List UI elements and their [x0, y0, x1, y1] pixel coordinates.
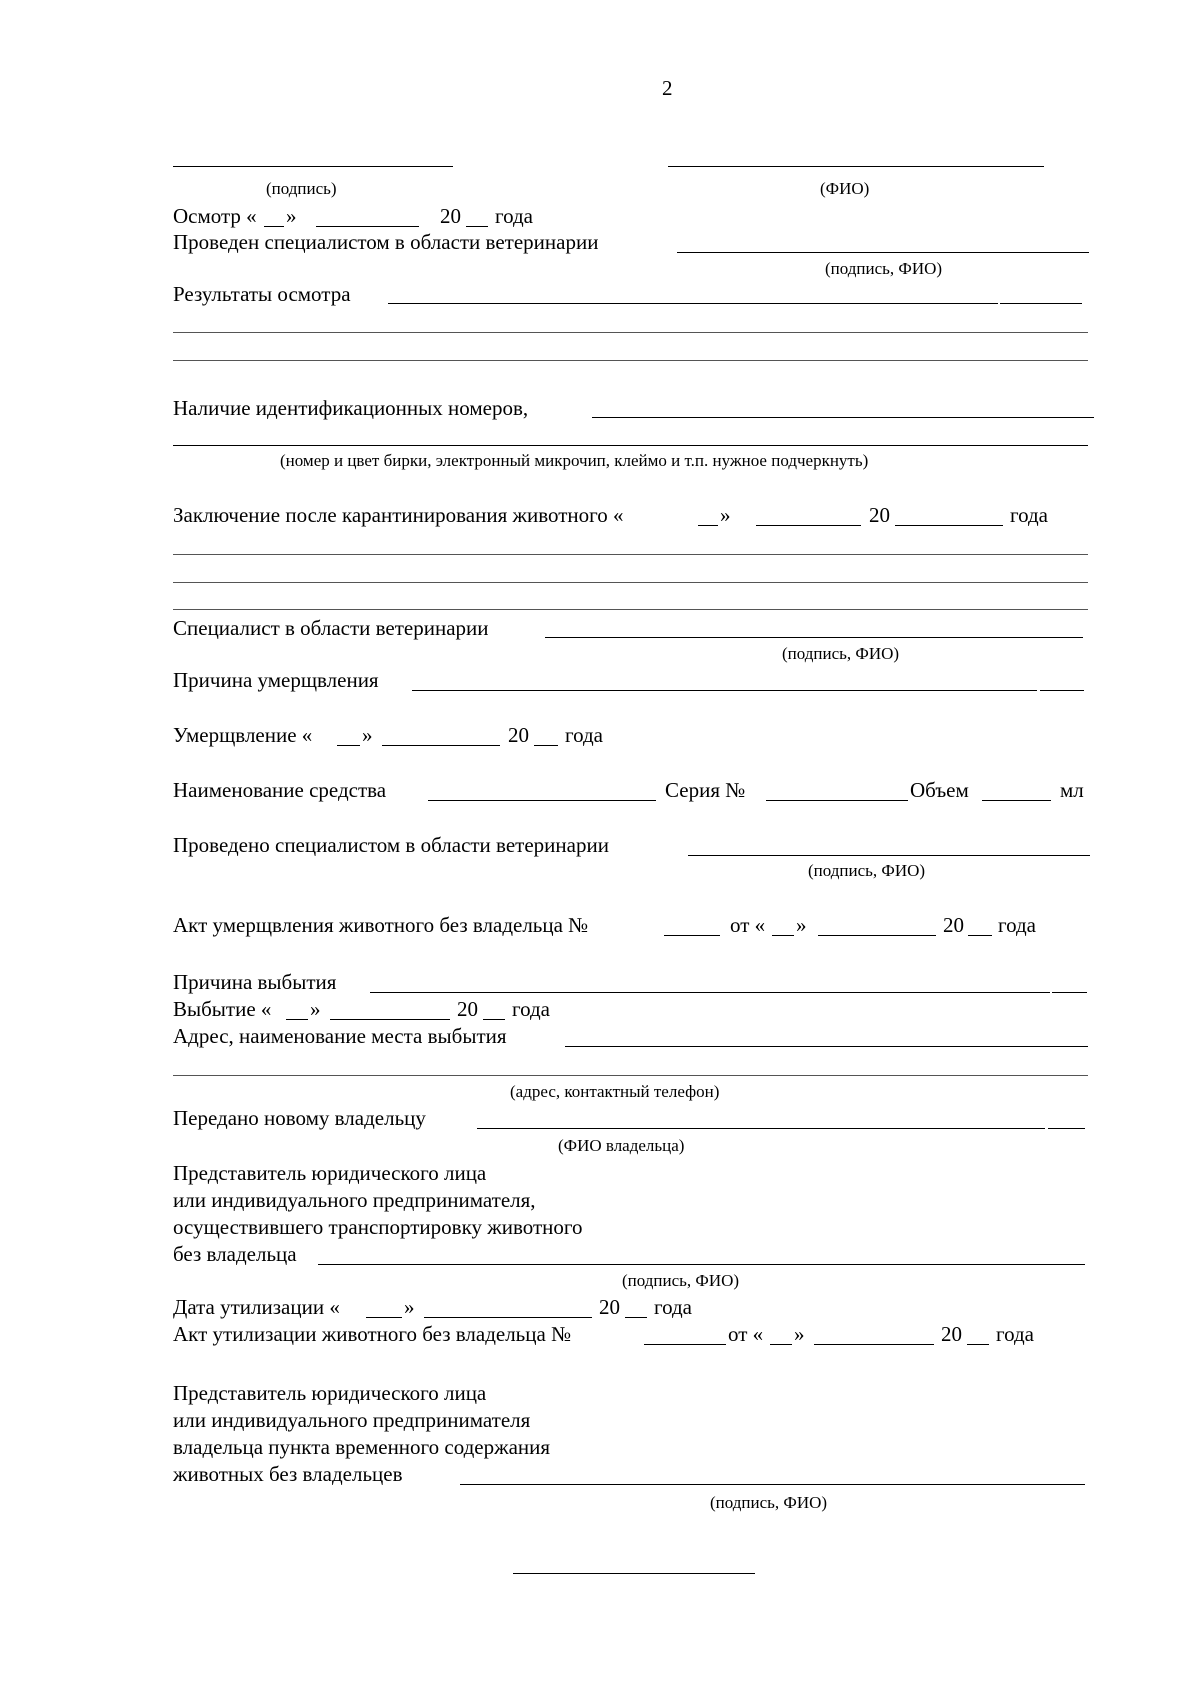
- quarantine-quote-close: »: [720, 503, 731, 527]
- inspection-results-field[interactable]: [388, 303, 998, 304]
- departure-year-field[interactable]: [483, 1019, 505, 1020]
- transport-rep-signature-field[interactable]: [318, 1264, 1085, 1265]
- inspection-conducted-caption: (подпись, ФИО): [825, 259, 943, 278]
- euthanasia-reason-field-end[interactable]: [1040, 690, 1084, 691]
- new-owner-field-end[interactable]: [1048, 1128, 1085, 1129]
- disposal-year-suffix: года: [654, 1295, 692, 1319]
- departure-address-caption: (адрес, контактный телефон): [510, 1082, 720, 1101]
- euthanasia-conducted-field[interactable]: [688, 855, 1090, 856]
- departure-address-line-2[interactable]: [173, 1075, 1088, 1076]
- inspection-conducted-field[interactable]: [677, 252, 1089, 253]
- disposal-month-field[interactable]: [424, 1317, 592, 1318]
- euthanasia-quote-close: »: [362, 723, 373, 747]
- euthanasia-act-day-field[interactable]: [772, 935, 794, 936]
- departure-reason-label: Причина выбытия: [173, 970, 337, 994]
- series-field[interactable]: [766, 800, 908, 801]
- quarantine-day-field[interactable]: [698, 525, 718, 526]
- euthanasia-year-field[interactable]: [534, 745, 558, 746]
- agent-field[interactable]: [428, 800, 656, 801]
- euthanasia-act-number-field[interactable]: [664, 935, 720, 936]
- inspection-year-prefix: 20: [440, 204, 461, 228]
- departure-month-field[interactable]: [330, 1019, 450, 1020]
- vet-specialist-label: Специалист в области ветеринарии: [173, 616, 489, 640]
- departure-quote-close: »: [310, 997, 321, 1021]
- inspection-results-field-end[interactable]: [1000, 303, 1082, 304]
- disposal-day-field[interactable]: [366, 1317, 402, 1318]
- transport-rep-caption: (подпись, ФИО): [622, 1271, 740, 1290]
- departure-day-field[interactable]: [286, 1019, 308, 1020]
- new-owner-label: Передано новому владельцу: [173, 1106, 426, 1130]
- disposal-act-month-field[interactable]: [814, 1344, 934, 1345]
- transport-rep-line-1: Представитель юридического лица: [173, 1161, 487, 1185]
- euthanasia-conducted-label: Проведено специалистом в области ветеринарии: [173, 833, 609, 857]
- vet-specialist-caption: (подпись, ФИО): [782, 644, 900, 663]
- inspection-results-label: Результаты осмотра: [173, 282, 351, 306]
- transport-rep-line-3: осуществившего транспортировку животного: [173, 1215, 583, 1239]
- disposal-act-year-field[interactable]: [967, 1344, 989, 1345]
- disposal-act-from: от «: [728, 1322, 764, 1346]
- euthanasia-reason-label: Причина умерщвления: [173, 668, 379, 692]
- disposal-date-label: Дата утилизации «: [173, 1295, 340, 1319]
- shelter-rep-line-4: животных без владельцев: [173, 1462, 403, 1486]
- euthanasia-month-field[interactable]: [382, 745, 500, 746]
- signature-line[interactable]: [173, 166, 453, 167]
- euthanasia-act-quote-close: »: [796, 913, 807, 937]
- transport-rep-line-4: без владельца: [173, 1242, 297, 1266]
- quarantine-line-4[interactable]: [173, 609, 1088, 610]
- euthanasia-reason-field[interactable]: [412, 690, 1037, 691]
- inspection-conducted-label: Проведен специалистом в области ветеринарии: [173, 230, 599, 254]
- quarantine-year-prefix: 20: [869, 503, 890, 527]
- euthanasia-act-year-prefix: 20: [943, 913, 964, 937]
- closing-separator: [513, 1573, 755, 1574]
- quarantine-month-field[interactable]: [756, 525, 861, 526]
- transport-rep-line-2: или индивидуального предпринимателя,: [173, 1188, 536, 1212]
- full-name-caption: (ФИО): [820, 179, 870, 198]
- vet-specialist-field[interactable]: [545, 637, 1083, 638]
- disposal-act-label: Акт утилизации животного без владельца №: [173, 1322, 572, 1346]
- volume-field[interactable]: [982, 800, 1051, 801]
- shelter-rep-line-1: Представитель юридического лица: [173, 1381, 487, 1405]
- identification-caption: (номер и цвет бирки, электронный микрочип, клеймо и т.п. нужное подчеркнуть): [280, 451, 869, 470]
- departure-reason-field[interactable]: [370, 992, 1050, 993]
- departure-year-suffix: года: [512, 997, 550, 1021]
- disposal-year-field[interactable]: [625, 1317, 647, 1318]
- disposal-year-prefix: 20: [599, 1295, 620, 1319]
- disposal-act-day-field[interactable]: [770, 1344, 792, 1345]
- quarantine-year-suffix: года: [1010, 503, 1048, 527]
- departure-reason-field-end[interactable]: [1052, 992, 1087, 993]
- inspection-day-field[interactable]: [264, 226, 284, 227]
- departure-year-prefix: 20: [457, 997, 478, 1021]
- euthanasia-year-suffix: года: [565, 723, 603, 747]
- shelter-rep-line-2: или индивидуального предпринимателя: [173, 1408, 531, 1432]
- departure-address-label: Адрес, наименование места выбытия: [173, 1024, 507, 1048]
- inspection-quote-close: »: [286, 204, 297, 228]
- euthanasia-act-label: Акт умерщвления животного без владельца №: [173, 913, 589, 937]
- disposal-act-year-suffix: года: [996, 1322, 1034, 1346]
- departure-date-label: Выбытие «: [173, 997, 272, 1021]
- new-owner-field[interactable]: [477, 1128, 1045, 1129]
- euthanasia-act-year-field[interactable]: [968, 935, 992, 936]
- volume-label: Объем: [910, 778, 969, 802]
- euthanasia-day-field[interactable]: [337, 745, 360, 746]
- identification-label: Наличие идентификационных номеров,: [173, 396, 529, 420]
- euthanasia-act-year-suffix: года: [998, 913, 1036, 937]
- quarantine-line-3[interactable]: [173, 582, 1088, 583]
- signature-caption: (подпись): [266, 179, 337, 198]
- quarantine-line-2[interactable]: [173, 554, 1088, 555]
- euthanasia-date-label: Умерщвление «: [173, 723, 313, 747]
- disposal-act-quote-close: »: [794, 1322, 805, 1346]
- shelter-rep-line-3: владельца пункта временного содержания: [173, 1435, 551, 1459]
- identification-field-2[interactable]: [173, 445, 1088, 446]
- euthanasia-act-from: от «: [730, 913, 766, 937]
- euthanasia-year-prefix: 20: [508, 723, 529, 747]
- agent-label: Наименование средства: [173, 778, 387, 802]
- disposal-act-year-prefix: 20: [941, 1322, 962, 1346]
- inspection-year-field[interactable]: [466, 226, 488, 227]
- departure-address-field[interactable]: [565, 1046, 1088, 1047]
- inspection-results-line-3[interactable]: [173, 360, 1088, 361]
- quarantine-label: Заключение после карантинирования животного «: [173, 503, 624, 527]
- identification-field[interactable]: [592, 417, 1094, 418]
- shelter-rep-signature-field[interactable]: [460, 1484, 1085, 1485]
- euthanasia-conducted-caption: (подпись, ФИО): [808, 861, 926, 880]
- shelter-rep-caption: (подпись, ФИО): [710, 1493, 828, 1512]
- disposal-act-number-field[interactable]: [644, 1344, 726, 1345]
- full-name-line[interactable]: [668, 166, 1044, 167]
- disposal-quote-close: »: [404, 1295, 415, 1319]
- inspection-results-line-2[interactable]: [173, 332, 1088, 333]
- euthanasia-act-month-field[interactable]: [818, 935, 936, 936]
- inspection-date-label: Осмотр «: [173, 204, 257, 228]
- inspection-month-field[interactable]: [316, 226, 419, 227]
- series-label: Серия №: [665, 778, 746, 802]
- inspection-year-suffix: года: [495, 204, 533, 228]
- quarantine-year-field[interactable]: [895, 525, 1003, 526]
- volume-unit: мл: [1060, 778, 1084, 802]
- page-number: 2: [662, 76, 673, 100]
- new-owner-caption: (ФИО владельца): [558, 1136, 685, 1155]
